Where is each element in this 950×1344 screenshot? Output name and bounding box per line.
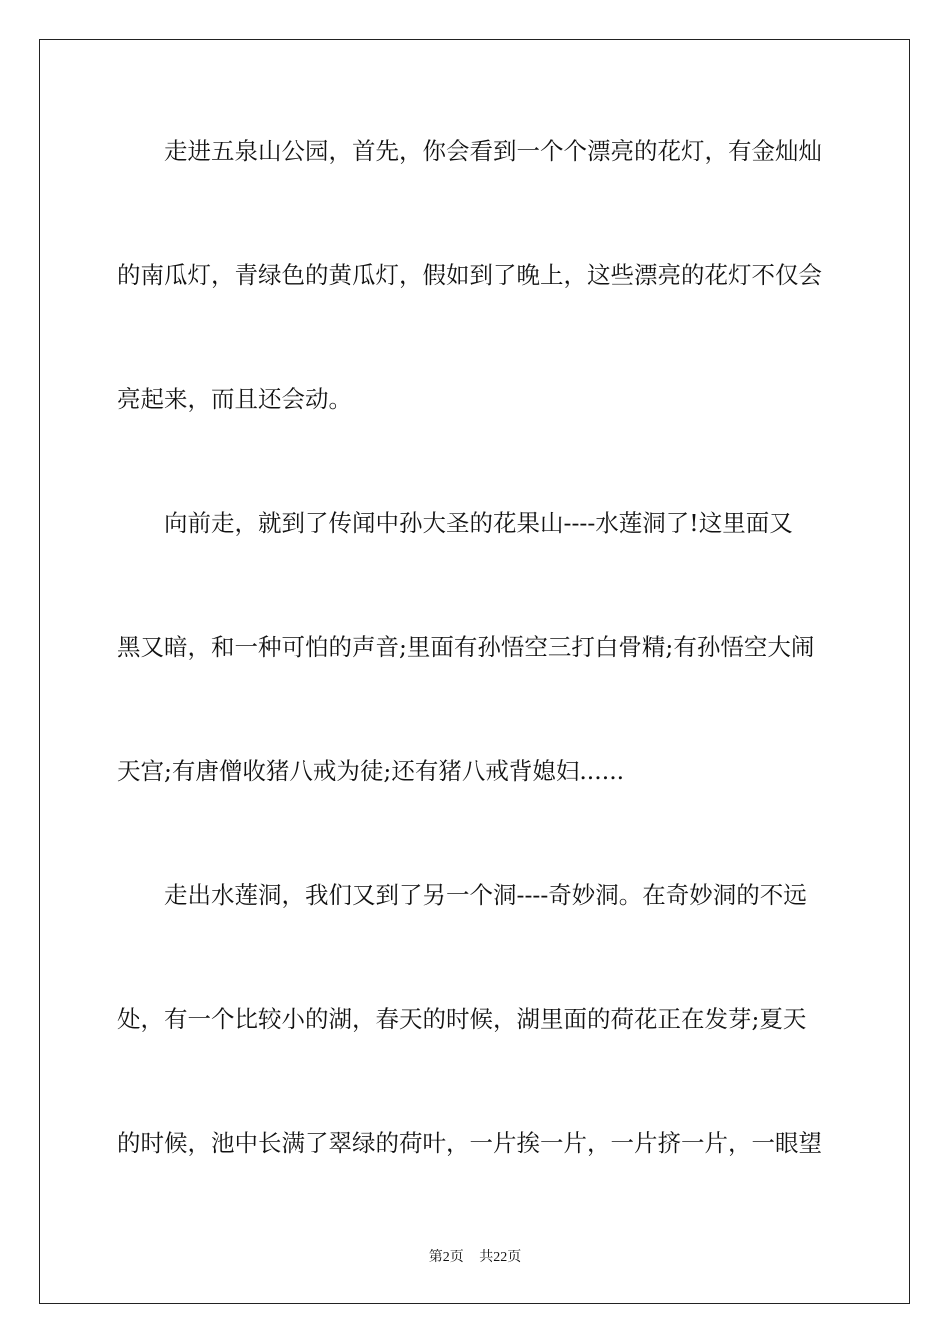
page-number: 第2页 — [428, 1250, 464, 1265]
page-border — [39, 39, 910, 1304]
text-line: 的南瓜灯，青绿色的黄瓜灯，假如到了晚上，这些漂亮的花灯不仅会 — [117, 261, 822, 289]
text-line: 亮起来，而且还会动。 — [117, 385, 352, 413]
text-line: 向前走，就到了传闻中孙大圣的花果山----水莲洞了!这里面又 — [117, 509, 793, 537]
text-line: 处，有一个比较小的湖，春天的时候，湖里面的荷花正在发芽;夏天 — [117, 1005, 807, 1033]
text-line: 天宫;有唐僧收猪八戒为徒;还有猪八戒背媳妇...... — [117, 757, 625, 785]
text-line: 走进五泉山公园，首先，你会看到一个个漂亮的花灯，有金灿灿 — [117, 137, 822, 165]
text-line: 走出水莲洞，我们又到了另一个洞----奇妙洞。在奇妙洞的不远 — [117, 881, 807, 909]
text-line: 黑又暗，和一种可怕的声音;里面有孙悟空三打白骨精;有孙悟空大闹 — [117, 633, 815, 661]
page-total: 共22页 — [479, 1250, 522, 1265]
text-line: 的时候，池中长满了翠绿的荷叶，一片挨一片，一片挤一片，一眼望 — [117, 1129, 822, 1157]
page-footer — [0, 1246, 950, 1266]
